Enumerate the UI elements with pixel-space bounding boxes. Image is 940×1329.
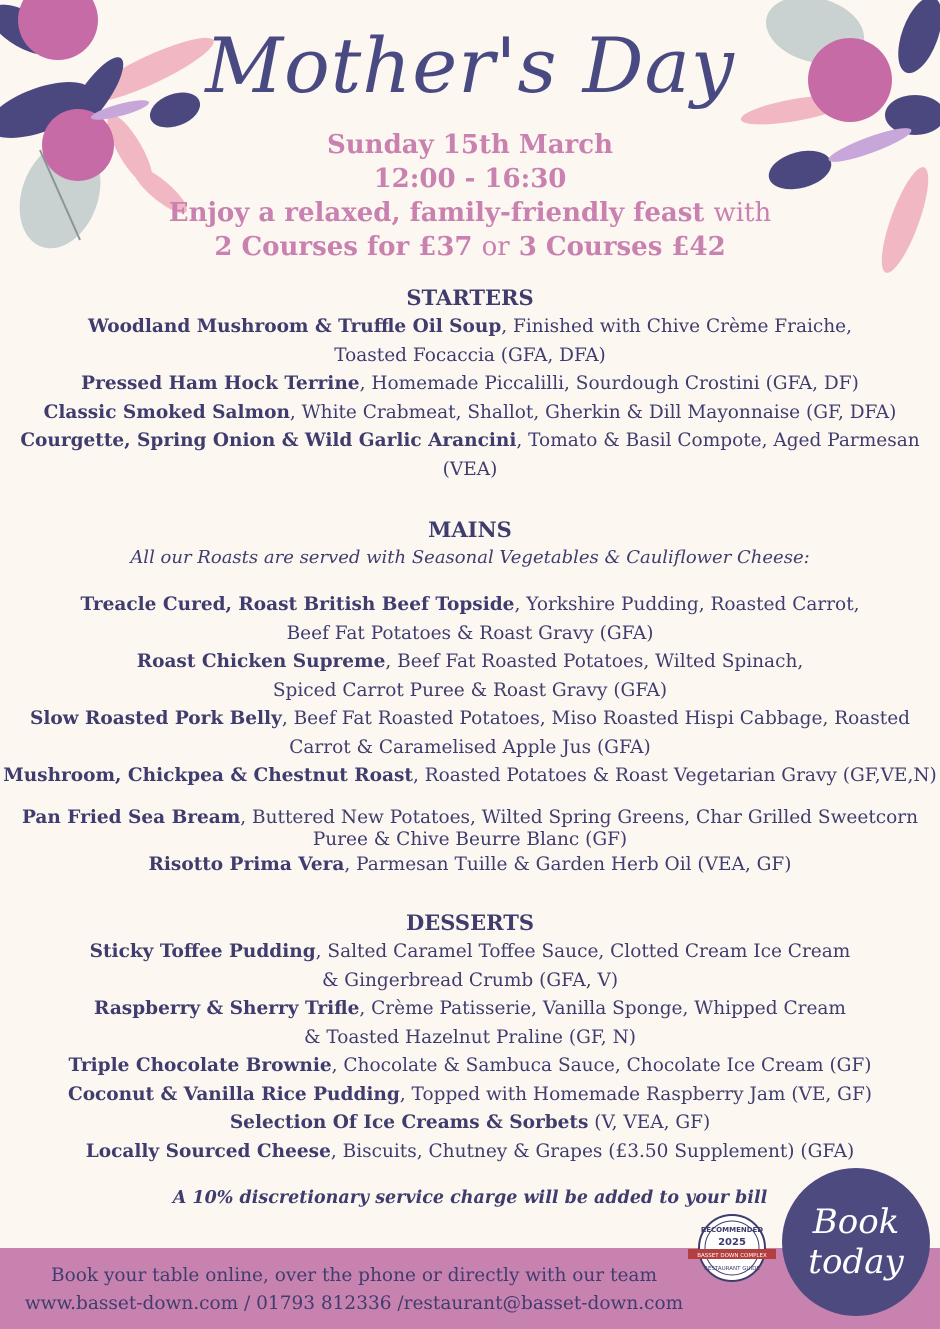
menu-item: Triple Chocolate Brownie, Chocolate & Sambuca Sauce, Chocolate Ice Cream (GF) (68, 1055, 872, 1076)
tagline-plain: with (713, 198, 772, 228)
mains-section (0, 515, 940, 879)
event-header (0, 128, 940, 264)
footer-line-contacts[interactable]: www.basset-down.com / 01793 812336 /restaurant@basset-down.com (24, 1293, 684, 1314)
menu-item: Pan Fried Sea Bream, Buttered New Potatoes, Wilted Spring Greens, Char Grilled Sweetcorn Puree & Chive Beurre Blanc (GF) (21, 806, 919, 850)
service-charge-note: A 10% discretionary service charge will be added to your bill (172, 1188, 768, 1208)
mains-note: All our Roasts are served with Seasonal Vegetables & Cauliflower Cheese: (130, 547, 810, 568)
menu-item: Raspberry & Sherry Trifle, Crème Patisserie, Vanilla Sponge, Whipped Cream & Toasted Hazelnut Praline (GF, N) (94, 998, 846, 1048)
menu-item: Classic Smoked Salmon, White Crabmeat, Shallot, Gherkin & Dill Mayonnaise (GF, DFA) (43, 401, 897, 423)
starters-section (0, 283, 940, 484)
footer-contact (24, 1262, 684, 1318)
recommended-badge-icon (686, 1212, 778, 1284)
menu-item: Coconut & Vanilla Rice Pudding, Topped with Homemade Raspberry Jam (VE, GF) (67, 1083, 873, 1105)
menu-item: Roast Chicken Supreme, Beef Fat Roasted Potatoes, Wilted Spinach, Spiced Carrot Puree & Roast Gravy (GFA) (136, 651, 804, 701)
menu-item: Locally Sourced Cheese, Biscuits, Chutney & Grapes (£3.50 Supplement) (GFA) (85, 1140, 855, 1162)
menu-item: Risotto Prima Vera, Parmesan Tuille & Garden Herb Oil (VEA, GF) (148, 853, 792, 875)
offer-three-courses: 3 Courses £42 (518, 232, 726, 262)
event-tagline (0, 196, 940, 230)
svg-text:RECOMMENDED: RECOMMENDED (700, 1226, 764, 1234)
svg-text:BASSET DOWN COMPLEX: BASSET DOWN COMPLEX (697, 1253, 767, 1259)
offer-or: or (481, 232, 510, 262)
starters-title: STARTERS (406, 285, 534, 310)
tagline-bold: Enjoy a relaxed, family-friendly feast (168, 198, 705, 228)
footer-line-booking: Book your table online, over the phone or directly with our team (50, 1265, 657, 1286)
menu-item: Selection Of Ice Creams & Sorbets (V, VEA, GF) (229, 1112, 711, 1133)
svg-text:RESTAURANT GUIDE: RESTAURANT GUIDE (704, 1266, 760, 1272)
book-label: Book (812, 1202, 900, 1242)
page-title: Mother's Day (205, 21, 735, 110)
desserts-title: DESSERTS (406, 910, 534, 935)
menu-item: Treacle Cured, Roast British Beef Topside, Yorkshire Pudding, Roasted Carrot, Beef Fat Potatoes & Roast Gravy (GFA) (80, 594, 860, 644)
book-today-button[interactable] (782, 1168, 930, 1316)
menu-item: Woodland Mushroom & Truffle Oil Soup, Finished with Chive Crème Fraiche, Toasted Focaccia (GFA, DFA) (87, 316, 853, 366)
menu-item: Courgette, Spring Onion & Wild Garlic Arancini, Tomato & Basil Compote, Aged Parmesan (VEA) (20, 430, 920, 480)
offer-two-courses: 2 Courses for £37 (214, 232, 473, 262)
mains-title: MAINS (428, 517, 512, 542)
desserts-section (0, 908, 940, 1166)
menu-item: Slow Roasted Pork Belly, Beef Fat Roasted Potatoes, Miso Roasted Hispi Cabbage, Roasted Carrot & Caramelised Apple Jus (GFA) (29, 708, 911, 758)
event-time: 12:00 - 16:30 (373, 164, 567, 194)
menu-item: Pressed Ham Hock Terrine, Homemade Piccalilli, Sourdough Crostini (GFA, DF) (81, 373, 859, 394)
menu-item: Sticky Toffee Pudding, Salted Caramel Toffee Sauce, Clotted Cream Ice Cream & Gingerbread Crumb (GFA, V) (89, 941, 851, 991)
menu-item: Mushroom, Chickpea & Chestnut Roast, Roasted Potatoes & Roast Vegetarian Gravy (GF,VE,N) (3, 765, 937, 786)
event-date: Sunday 15th March (327, 130, 613, 160)
today-label: today (808, 1242, 904, 1282)
event-offer (0, 230, 940, 264)
svg-text:2025: 2025 (718, 1237, 746, 1248)
